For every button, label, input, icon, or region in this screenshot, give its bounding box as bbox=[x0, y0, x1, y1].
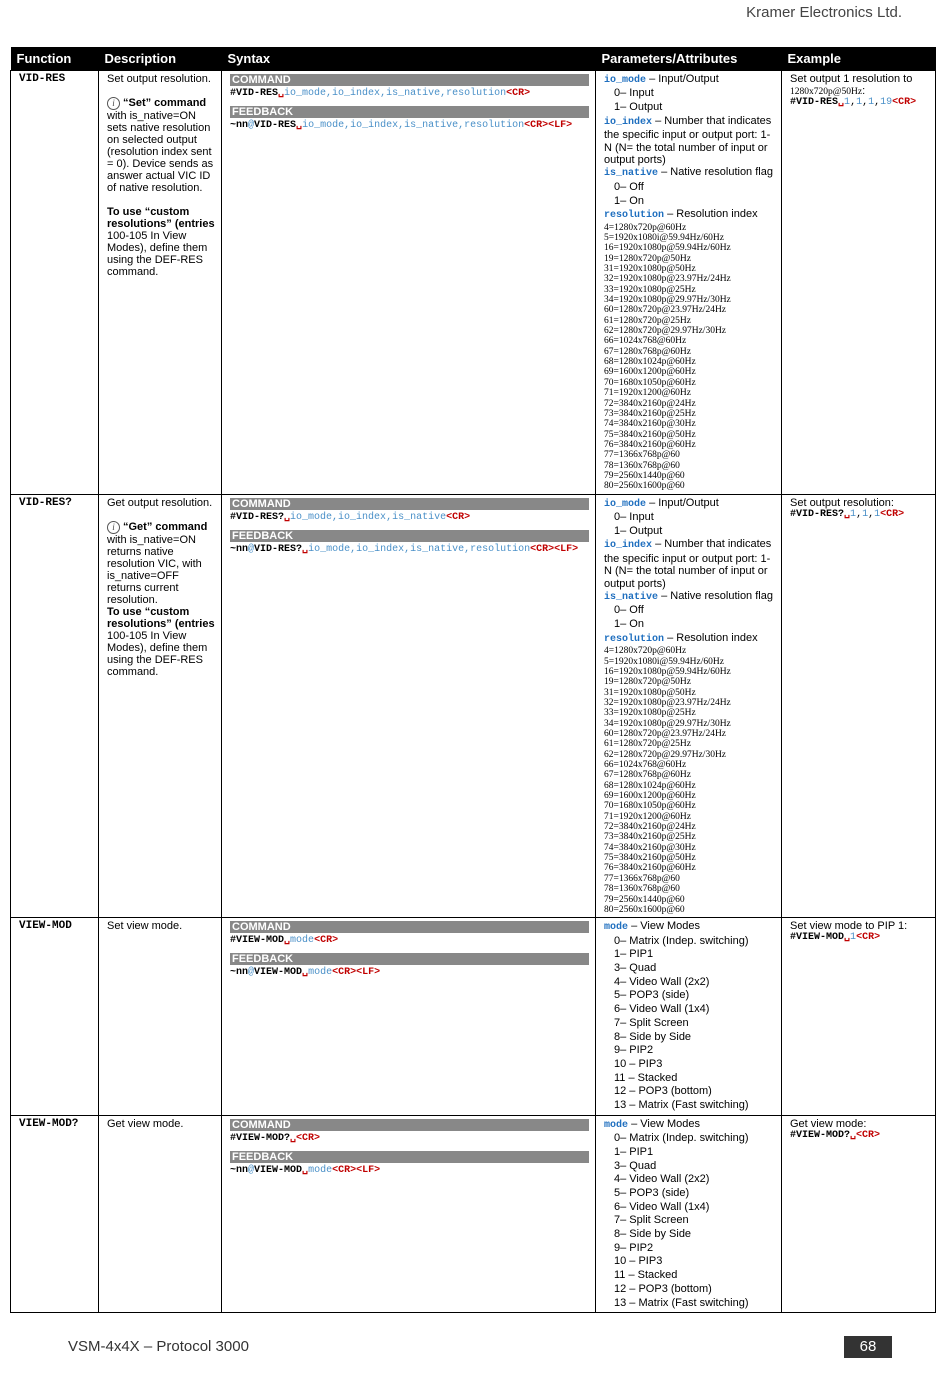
col-parameters: Parameters/Attributes bbox=[596, 47, 782, 71]
example: Set output resolution: #VID-RES?␣1,1,1<CR> bbox=[782, 494, 936, 918]
description-text: Set output resolution. bbox=[107, 73, 211, 85]
command-syntax: #VID-RES␣io_mode,io_index,is_native,resolution<CR> bbox=[230, 88, 531, 99]
view-mode-item: 3– Quad bbox=[614, 1159, 657, 1172]
resolution-item: 62=1280x720p@29.97Hz/30Hz bbox=[604, 326, 727, 337]
command-syntax: #VIEW-MOD␣mode<CR> bbox=[230, 935, 339, 947]
description bbox=[99, 1115, 222, 1313]
custom-note: To use “custom resolutions” (entries 100-105 In View Modes), define them using the DEF-RES command. bbox=[107, 206, 215, 278]
info-icon: i bbox=[107, 521, 120, 534]
resolution-item: 75=3840x2160p@50Hz bbox=[604, 853, 696, 864]
resolution-list bbox=[604, 646, 775, 915]
table-row bbox=[11, 1115, 936, 1313]
view-mode-item: 0– Matrix (Indep. switching) bbox=[614, 934, 749, 947]
resolution-item: 79=2560x1440p@60 bbox=[604, 894, 685, 905]
function-name: VID-RES bbox=[11, 71, 99, 495]
resolution-item: 80=2560x1600p@60 bbox=[604, 481, 685, 492]
resolution-item: 19=1280x720p@50Hz bbox=[604, 677, 691, 688]
resolution-item: 78=1360x768p@60 bbox=[604, 884, 680, 895]
resolution-item: 31=1920x1080p@50Hz bbox=[604, 264, 696, 275]
command-syntax: #VIEW-MOD?␣<CR> bbox=[230, 1132, 321, 1144]
example: Set view mode to PIP 1: #VIEW-MOD␣1<CR> bbox=[782, 918, 936, 1116]
command-label: COMMAND bbox=[230, 498, 589, 510]
view-mode-item: 1– PIP1 bbox=[614, 948, 654, 961]
example-code: #VIEW-MOD?␣<CR> bbox=[790, 1129, 881, 1141]
view-mode-list bbox=[604, 1132, 775, 1310]
view-mode-item: 12 – POP3 (bottom) bbox=[614, 1085, 712, 1098]
description bbox=[99, 71, 222, 495]
function-name: VID-RES? bbox=[11, 494, 99, 918]
example: Set output 1 resolution to 1280x720p@50Hz: #VID-RES␣1,1,1,19<CR> bbox=[782, 71, 936, 495]
resolution-item: 4=1280x720p@60Hz bbox=[604, 646, 687, 657]
feedback-syntax: ~nn@VIEW-MOD␣mode<CR><LF> bbox=[230, 1164, 381, 1176]
description bbox=[99, 918, 222, 1116]
col-description: Description bbox=[99, 47, 222, 71]
resolution-item: 70=1680x1050p@60Hz bbox=[604, 377, 696, 388]
resolution-item: 79=2560x1440p@60 bbox=[604, 470, 685, 481]
view-mode-item: 7– Split Screen bbox=[614, 1214, 689, 1227]
table-header bbox=[11, 47, 936, 71]
view-mode-item: 5– POP3 (side) bbox=[614, 1186, 690, 1199]
description-text: Set view mode. bbox=[107, 920, 183, 933]
view-mode-item: 3– Quad bbox=[614, 962, 657, 974]
page-number: 68 bbox=[844, 1336, 892, 1358]
view-mode-item: 4– Video Wall (2x2) bbox=[614, 975, 710, 988]
feedback-label: FEEDBACK bbox=[230, 106, 589, 118]
resolution-item: 69=1600x1200p@60Hz bbox=[604, 791, 696, 802]
resolution-item: 16=1920x1080p@59.94Hz/60Hz bbox=[604, 666, 731, 677]
resolution-item: 68=1280x1024p@60Hz bbox=[604, 780, 696, 791]
document-title: VSM-4x4X – Protocol 3000 bbox=[68, 1338, 249, 1355]
view-mode-item: 7– Split Screen bbox=[614, 1016, 689, 1029]
resolution-list bbox=[604, 223, 775, 492]
view-mode-item: 8– Side by Side bbox=[614, 1030, 692, 1043]
resolution-item: 71=1920x1200@60Hz bbox=[604, 388, 691, 399]
parameters: mode – View Modes 0– Matrix (Indep. switching) 1– PIP1 3– Quad 4– Video Wall (2x2) 5– POP3 (side) 6– Video Wall (1x4) 7– Split Screen 8– Side by Side 9– PIP2 10 – PIP3 11 – Stacked 12 – POP3 (bottom) 13 – Matrix (Fast switching) bbox=[596, 918, 782, 1116]
resolution-item: 33=1920x1080p@25Hz bbox=[604, 708, 696, 719]
col-syntax: Syntax bbox=[222, 47, 596, 71]
view-mode-item: 10 – PIP3 bbox=[614, 1255, 663, 1268]
feedback-label: FEEDBACK bbox=[230, 530, 589, 542]
function-name: VIEW-MOD bbox=[11, 918, 99, 1116]
feedback-syntax: ~nn@VID-RES␣io_mode,io_index,is_native,resolution<CR><LF> bbox=[230, 120, 573, 131]
view-mode-item: 6– Video Wall (1x4) bbox=[614, 1003, 710, 1016]
table-row bbox=[11, 918, 936, 1116]
view-mode-item: 11 – Stacked bbox=[614, 1071, 678, 1084]
syntax bbox=[222, 1115, 596, 1313]
feedback-label: FEEDBACK bbox=[230, 1151, 589, 1163]
example-code: #VIEW-MOD␣1<CR> bbox=[790, 932, 881, 944]
example-code: #VID-RES␣1,1,1,19<CR> bbox=[790, 97, 917, 109]
resolution-item: 76=3840x2160p@60Hz bbox=[604, 863, 696, 874]
view-mode-item: 1– PIP1 bbox=[614, 1145, 654, 1158]
view-mode-list bbox=[604, 935, 775, 1113]
table-row bbox=[11, 494, 936, 918]
resolution-item: 75=3840x2160p@50Hz bbox=[604, 429, 696, 440]
resolution-item: 61=1280x720p@25Hz bbox=[604, 315, 691, 326]
resolution-item: 73=3840x2160p@25Hz bbox=[604, 408, 696, 419]
resolution-item: 19=1280x720p@50Hz bbox=[604, 253, 691, 264]
resolution-item: 73=3840x2160p@25Hz bbox=[604, 832, 696, 843]
resolution-item: 34=1920x1080p@29.97Hz/30Hz bbox=[604, 718, 731, 729]
table-row bbox=[11, 71, 936, 495]
feedback-label: FEEDBACK bbox=[230, 953, 589, 965]
syntax bbox=[222, 918, 596, 1116]
view-mode-item: 6– Video Wall (1x4) bbox=[614, 1200, 710, 1213]
resolution-item: 67=1280x768p@60Hz bbox=[604, 770, 691, 781]
resolution-item: 5=1920x1080i@59.94Hz/60Hz bbox=[604, 656, 724, 667]
resolution-item: 5=1920x1080i@59.94Hz/60Hz bbox=[604, 233, 724, 243]
resolution-item: 61=1280x720p@25Hz bbox=[604, 739, 691, 750]
syntax bbox=[222, 71, 596, 495]
resolution-item: 77=1366x768p@60 bbox=[604, 450, 680, 461]
custom-note: To use “custom resolutions” (entries 100-105 In View Modes), define them using the DEF-RES command. bbox=[107, 605, 215, 678]
resolution-item: 80=2560x1600p@60 bbox=[604, 904, 685, 915]
resolution-item: 74=3840x2160p@30Hz bbox=[604, 419, 696, 430]
protocol-table bbox=[10, 47, 936, 1313]
resolution-item: 32=1920x1080p@23.97Hz/24Hz bbox=[604, 697, 731, 708]
resolution-item: 4=1280x720p@60Hz bbox=[604, 222, 687, 233]
view-mode-item: 9– PIP2 bbox=[614, 1241, 654, 1254]
col-function: Function bbox=[11, 47, 99, 71]
description bbox=[99, 494, 222, 918]
resolution-item: 74=3840x2160p@30Hz bbox=[604, 842, 696, 853]
view-mode-item: 9– PIP2 bbox=[614, 1044, 654, 1057]
view-mode-item: 8– Side by Side bbox=[614, 1228, 692, 1241]
view-mode-item: 11 – Stacked bbox=[614, 1269, 678, 1282]
view-mode-item: 0– Matrix (Indep. switching) bbox=[614, 1132, 749, 1145]
resolution-item: 31=1920x1080p@50Hz bbox=[604, 687, 696, 698]
description-text: Get output resolution. bbox=[107, 496, 213, 509]
view-mode-item: 13 – Matrix (Fast switching) bbox=[614, 1296, 749, 1309]
resolution-item: 70=1680x1050p@60Hz bbox=[604, 801, 696, 812]
parameters: mode – View Modes 0– Matrix (Indep. switching) 1– PIP1 3– Quad 4– Video Wall (2x2) 5– POP3 (side) 6– Video Wall (1x4) 7– Split Screen 8– Side by Side 9– PIP2 10 – PIP3 11 – Stacked 12 – POP3 (bottom) 13 – Matrix (Fast switching) bbox=[596, 1115, 782, 1313]
command-label: COMMAND bbox=[230, 74, 589, 86]
resolution-item: 67=1280x768p@60Hz bbox=[604, 346, 691, 357]
resolution-item: 62=1280x720p@29.97Hz/30Hz bbox=[604, 749, 727, 760]
command-syntax: #VID-RES?␣io_mode,io_index,is_native<CR> bbox=[230, 511, 471, 523]
resolution-item: 77=1366x768p@60 bbox=[604, 873, 680, 884]
note: i “Set” command with is_native=ON sets native resolution on selected output (resolution index sent = 0). Device sends as answer actual VIC ID of native resolution. bbox=[107, 97, 214, 194]
resolution-item: 69=1600x1200p@60Hz bbox=[604, 367, 696, 378]
command-label: COMMAND bbox=[230, 921, 589, 933]
view-mode-item: 13 – Matrix (Fast switching) bbox=[614, 1099, 749, 1112]
resolution-item: 33=1920x1080p@25Hz bbox=[604, 284, 696, 295]
resolution-item: 78=1360x768p@60 bbox=[604, 460, 680, 471]
view-mode-item: 12 – POP3 (bottom) bbox=[614, 1282, 712, 1295]
resolution-item: 60=1280x720p@23.97Hz/24Hz bbox=[604, 729, 727, 739]
description-text: Get view mode. bbox=[107, 1117, 184, 1130]
resolution-item: 60=1280x720p@23.97Hz/24Hz bbox=[604, 305, 727, 316]
col-example: Example bbox=[782, 47, 936, 71]
syntax bbox=[222, 494, 596, 918]
example-code: #VID-RES?␣1,1,1<CR> bbox=[790, 508, 905, 520]
resolution-item: 66=1024x768@60Hz bbox=[604, 760, 687, 771]
resolution-item: 76=3840x2160p@60Hz bbox=[604, 439, 696, 450]
command-label: COMMAND bbox=[230, 1119, 589, 1131]
resolution-item: 32=1920x1080p@23.97Hz/24Hz bbox=[604, 274, 731, 285]
resolution-item: 72=3840x2160p@24Hz bbox=[604, 822, 696, 833]
view-mode-item: 5– POP3 (side) bbox=[614, 989, 690, 1002]
resolution-item: 72=3840x2160p@24Hz bbox=[604, 398, 696, 409]
resolution-item: 16=1920x1080p@59.94Hz/60Hz bbox=[604, 243, 731, 254]
info-icon: i bbox=[107, 97, 120, 110]
parameters: io_mode – Input/Output 0– Input 1– Output io_index – Number that indicates the specific input or output port: 1-N (N= the total number of input or output ports) is_native – Native resolution flag 0– Off 1– On resolution – Resolution index 4=1280x720p@60Hz 5=1920x1080i@59.94Hz/60Hz 16=1920x1080p@59.94Hz/60Hz 19=1280x720p@50Hz 31=1920x1080p@50Hz 32=1920x1080p@23.97Hz/24Hz 33=1920x1080p@25Hz 34=1920x1080p@29.97Hz/30Hz 60=1280x720p@23.97Hz/24Hz 61=1280x720p@25Hz 62=1280x720p@29.97Hz/30Hz 66=1024x768@60Hz 67=1280x768p@60Hz 68=1280x1024p@60Hz 69=1600x1200p@60Hz 70=1680x1050p@60Hz 71=1920x1200@60Hz 72=3840x2160p@24Hz 73=3840x2160p@25Hz 74=3840x2160p@30Hz 75=3840x2160p@50Hz 76=3840x2160p@60Hz 77=1366x768p@60 78=1360x768p@60 79=2560x1440p@60 80=2560x1600p@60 bbox=[596, 494, 782, 918]
feedback-syntax: ~nn@VIEW-MOD␣mode<CR><LF> bbox=[230, 967, 381, 979]
function-name: VIEW-MOD? bbox=[11, 1115, 99, 1313]
view-mode-item: 10 – PIP3 bbox=[614, 1057, 663, 1070]
note: i “Get” command with is_native=ON returns native resolution VIC, with is_native=OFF returns current resolution. bbox=[107, 520, 208, 606]
example: Get view mode: #VIEW-MOD?␣<CR> bbox=[782, 1115, 936, 1313]
resolution-item: 71=1920x1200@60Hz bbox=[604, 811, 691, 822]
feedback-syntax: ~nn@VID-RES?␣io_mode,io_index,is_native,resolution<CR><LF> bbox=[230, 543, 579, 555]
company-name: Kramer Electronics Ltd. bbox=[746, 4, 902, 21]
resolution-item: 66=1024x768@60Hz bbox=[604, 336, 687, 347]
resolution-item: 34=1920x1080p@29.97Hz/30Hz bbox=[604, 295, 731, 306]
view-mode-item: 4– Video Wall (2x2) bbox=[614, 1173, 710, 1186]
resolution-item: 68=1280x1024p@60Hz bbox=[604, 357, 696, 368]
parameters: io_mode – Input/Output 0– Input 1– Output io_index – Number that indicates the specific input or output port: 1-N (N= the total number of input or output ports) is_native – Native resolution flag 0– Off 1– On resolution – Resolution index 4=1280x720p@60Hz 5=1920x1080i@59.94Hz/60Hz 16=1920x1080p@59.94Hz/60Hz 19=1280x720p@50Hz 31=1920x1080p@50Hz 32=1920x1080p@23.97Hz/24Hz 33=1920x1080p@25Hz 34=1920x1080p@29.97Hz/30Hz 60=1280x720p@23.97Hz/24Hz 61=1280x720p@25Hz 62=1280x720p@29.97Hz/30Hz 66=1024x768@60Hz 67=1280x768p@60Hz 68=1280x1024p@60Hz 69=1600x1200p@60Hz 70=1680x1050p@60Hz 71=1920x1200@60Hz 72=3840x2160p@24Hz 73=3840x2160p@25Hz 74=3840x2160p@30Hz 75=3840x2160p@50Hz 76=3840x2160p@60Hz 77=1366x768p@60 78=1360x768p@60 79=2560x1440p@60 80=2560x1600p@60 bbox=[596, 71, 782, 495]
